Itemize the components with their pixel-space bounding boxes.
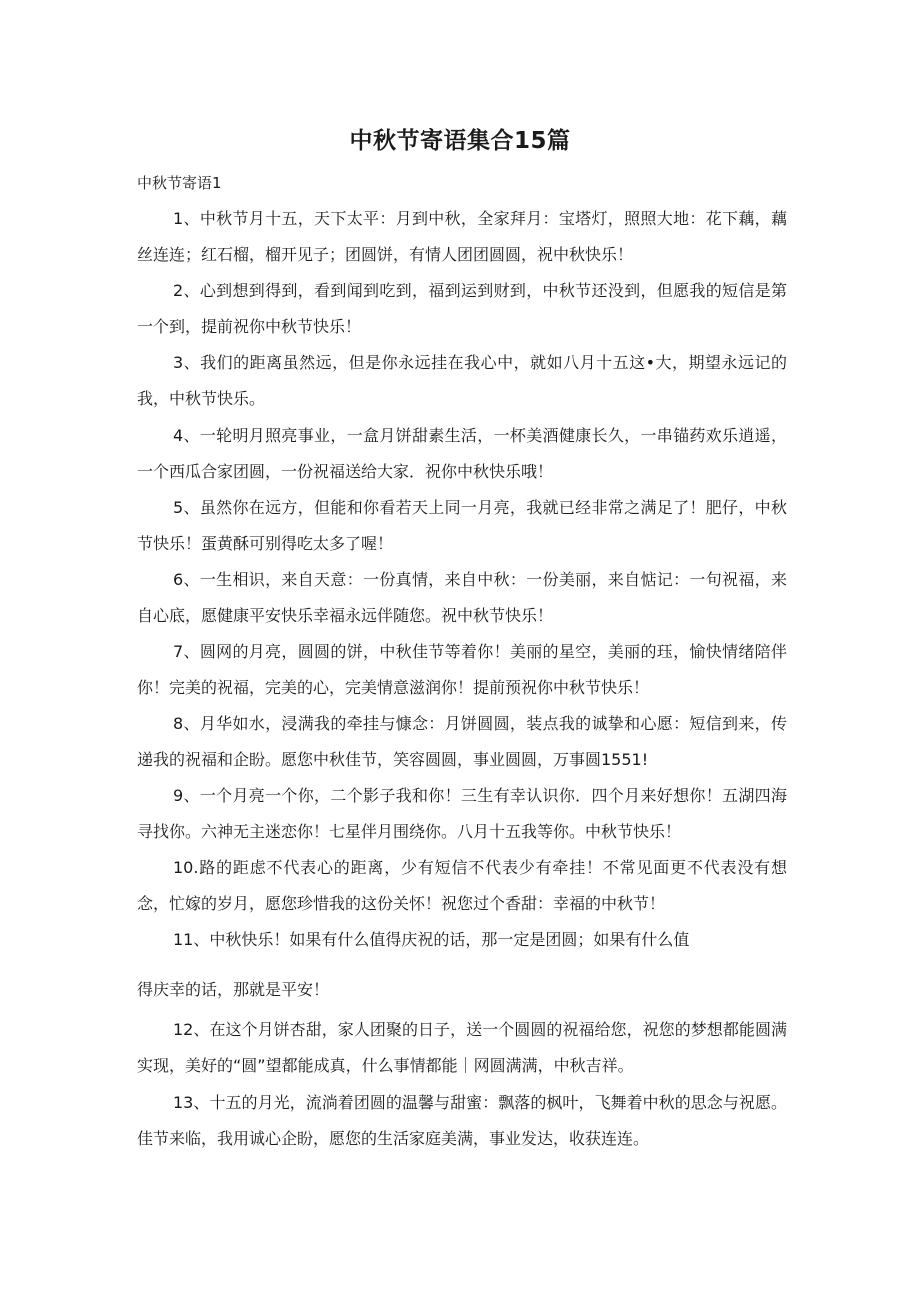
paragraph-6: 6、一生相识，来自天意：一份真情，来自中秋：一份美丽，来自惦记：一句祝福，来自心底，愿健康平安快乐幸福永远伴随您。祝中秋节快乐！: [137, 570, 787, 625]
paragraph-8: 8、月华如水，浸满我的牵挂与慷念：月饼圆圆，装点我的诚挚和心愿：短信到来，传递我的祝福和企盼。愿您中秋佳节，笑容圆圆，事业圆圆，万事圆1551!: [137, 714, 787, 769]
document-title: 中秋节寄语集合15篇: [349, 128, 571, 154]
paragraph-5: 5、虽然你在远方，但能和你看若天上同一月亮，我就已经非常之满足了！肥仔，中秋节快乐！蛋黄酥可别得吃太多了喔！: [137, 498, 787, 553]
paragraph-2: 2、心到想到得到，看到闻到吃到，福到运到财到，中秋节还没到，但愿我的短信是第一个到，提前祝你中秋节快乐！: [137, 281, 787, 336]
paragraph-3: 3、我们的距离虽然远，但是你永远挂在我心中，就如八月十五这•大，期望永远记的我，中秋节快乐。: [137, 353, 787, 408]
paragraph-1: 1、中秋节月十五，天下太平：月到中秋，全家拜月：宝塔灯，照照大地：花下藕，藕丝连连；红石榴，榴开见子；团圆饼，有情人团团圆圆，祝中秋快乐！: [137, 209, 787, 264]
paragraph-7: 7、圆网的月亮，圆圆的饼，中秋佳节等着你！美丽的星空，美丽的珏，愉快情绪陪伴你！完美的祝福，完美的心，完美情意滋润你！提前预祝你中秋节快乐！: [137, 642, 787, 697]
paragraph-12: 12、在这个月饼杏甜，家人团聚的日子，送一个圆圆的祝福给您，祝您的梦想都能圆满实现，美好的“圆”望都能成真，什么事情都能｜网圆满满，中秋吉祥。: [137, 1020, 787, 1075]
paragraph-10: 10.路的距虑不代表心的距离，少有短信不代表少有牵挂！不常见面更不代表没有想念，忙嫁的岁月，愿您珍惜我的这份关怀！祝您过个香甜：幸福的中秋节！: [137, 858, 787, 913]
paragraph-4: 4、一轮明月照亮事业，一盒月饼甜素生活，一杯美酒健康长久，一串锚药欢乐逍遥，一个西瓜合家团圆，一份祝福送给大家．祝你中秋快乐哦！: [137, 426, 787, 481]
paragraph-11: 11、中秋快乐！如果有什么值得庆祝的话，那一定是团圆；如果有什么值: [173, 930, 690, 949]
paragraph-13: 13、十五的月光，流淌着团圆的温馨与甜蜜：飘落的枫叶，飞舞着中秋的思念与祝愿。佳节来临，我用诚心企盼，愿您的生活家庭美满，事业发达，收获连连。: [137, 1093, 787, 1148]
paragraph-11-continued: 得庆幸的话，那就是平安！: [137, 980, 330, 999]
section-heading: 中秋节寄语1: [137, 174, 222, 192]
paragraph-9: 9、一个月亮一个你，二个影子我和你！三生有幸认识你．四个月来好想你！五湖四海寻找你。六神无主迷恋你！七星伴月围绕你。八月十五我等你。中秋节快乐！: [137, 786, 787, 841]
